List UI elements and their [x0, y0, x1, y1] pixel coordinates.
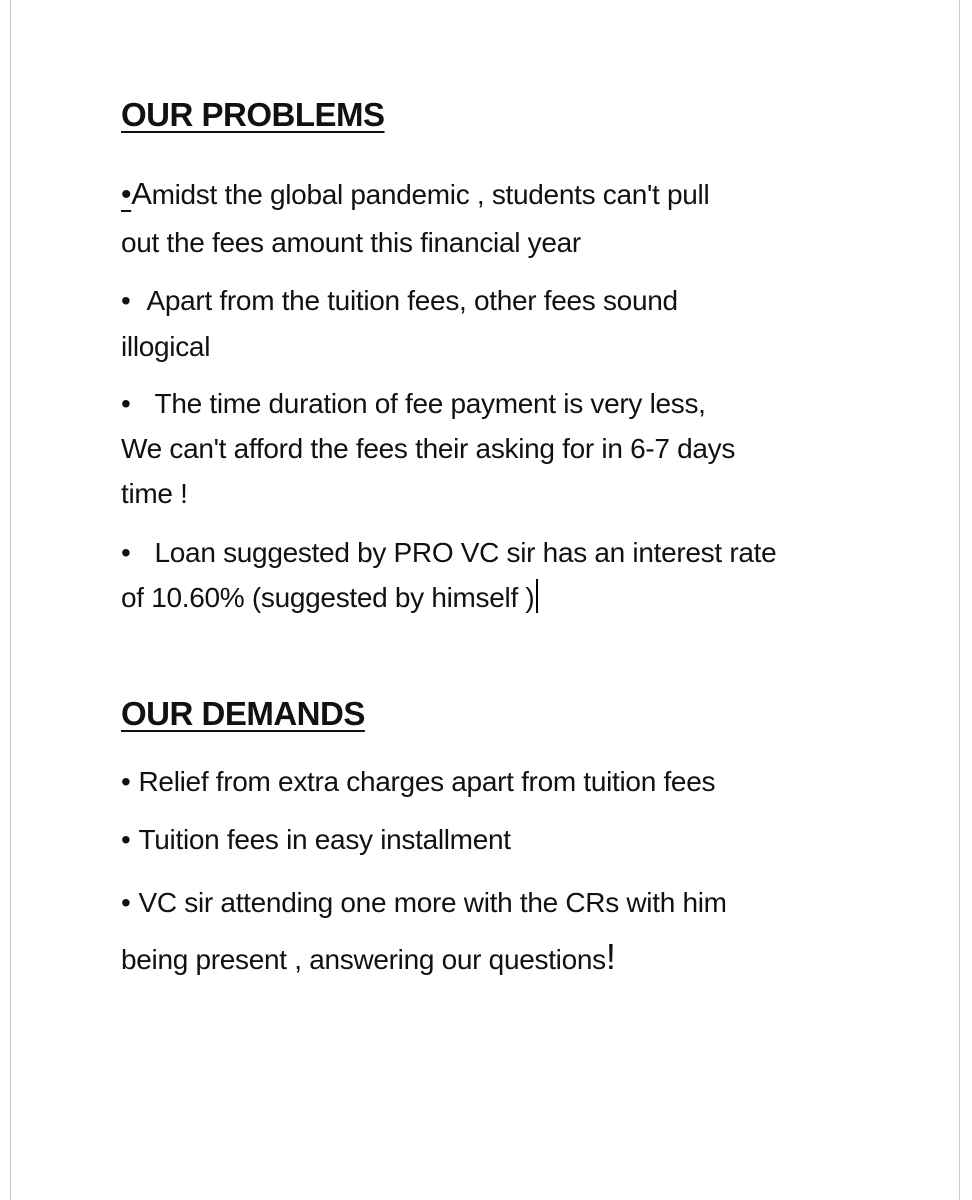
bullet-icon: •	[121, 766, 131, 797]
demand-item-2	[121, 818, 861, 862]
problem-item-3	[121, 381, 861, 516]
text-cursor	[536, 579, 538, 613]
bullet-icon: •	[121, 537, 131, 568]
demand-item-1	[121, 760, 861, 804]
demand-item-3	[121, 876, 861, 987]
problem-item-1	[121, 170, 861, 267]
demand-item-1-line-1: Relief from extra charges apart from tuition fees	[138, 766, 716, 797]
demand-item-3-end-mark: !	[605, 936, 616, 977]
problem-item-3-line-2: We can't afford the fees their asking for in 6-7 days	[121, 433, 736, 464]
document-page	[10, 0, 960, 1200]
bullet-icon: •	[121, 824, 131, 855]
problems-heading: OUR PROBLEMS	[121, 96, 385, 133]
demand-item-3-line-2: being present , answering our questions	[121, 944, 606, 975]
problem-item-1-first-letter: A	[131, 176, 152, 211]
demand-item-2-line-1: Tuition fees in easy installment	[138, 824, 511, 855]
problem-item-1-line-1: midst the global pandemic , students can't pull	[151, 179, 710, 210]
problem-item-4-line-2: of 10.60% (suggested by himself )	[121, 582, 535, 613]
problem-item-2	[121, 278, 861, 370]
bullet-icon: •	[121, 285, 131, 316]
problem-item-3-line-1: The time duration of fee payment is very less,	[154, 388, 706, 419]
problem-item-2-line-1: Apart from the tuition fees, other fees sound	[146, 285, 678, 316]
bullet-icon: •	[121, 178, 132, 211]
problem-item-4	[121, 530, 861, 620]
problem-item-4-line-1: Loan suggested by PRO VC sir has an interest rate	[154, 537, 777, 568]
demand-item-3-line-1: VC sir attending one more with the CRs with him	[138, 887, 727, 918]
demands-heading: OUR DEMANDS	[121, 695, 365, 732]
bullet-icon: •	[121, 887, 131, 918]
problem-item-1-line-2: out the fees amount this financial year	[121, 227, 581, 258]
problem-item-3-line-3: time !	[121, 478, 188, 509]
problem-item-2-line-2: illogical	[121, 331, 211, 362]
bullet-icon: •	[121, 388, 131, 419]
